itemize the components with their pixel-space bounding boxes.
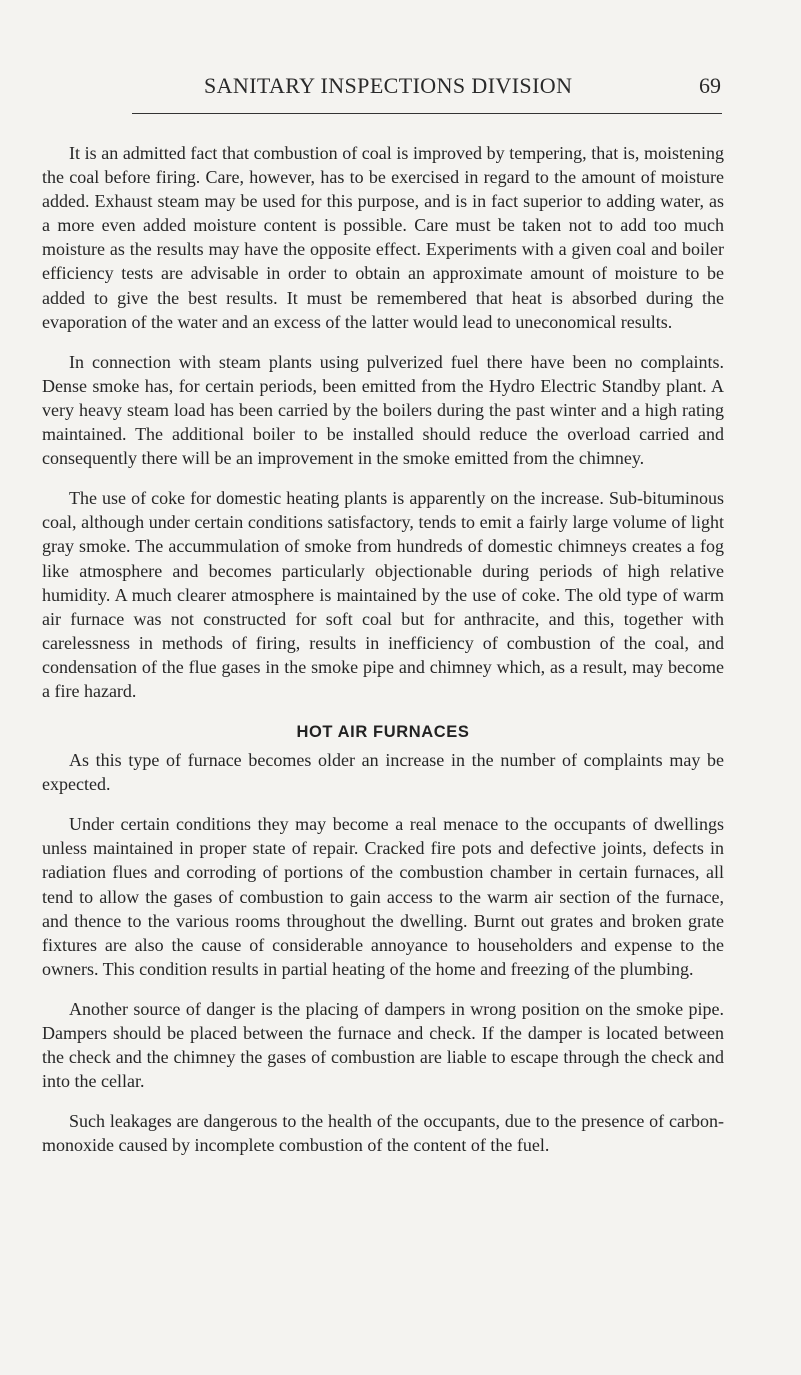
page-number: 69	[699, 73, 721, 98]
section-heading: HOT AIR FURNACES	[296, 723, 470, 742]
paragraph-dampers: Another source of danger is the placing of dampers in wrong position on the smoke pipe. Dampers should be placed between the furnace and check. If the damper is located between the check and the chimney the gases of combustion are liable to escape through the check and into the cellar.	[42, 998, 724, 1092]
running-title: SANITARY INSPECTIONS DIVISION	[204, 73, 573, 98]
paragraph-tempering: It is an admitted fact that combustion of coal is improved by tempering, that is, moistening the coal before firing. Care, however, has to be exercised in regard to the amount of moisture added. Exhaust steam may be used for this purpose, and is in fact superior to adding water, as a more even added moisture content is possible. Care must be taken not to add too much moisture as the results may have the opposite effect. Experiments with a given coal and boiler efficiency tests are advisable in order to obtain an approximate amount of moisture to be added to give the best results. It must be remembered that heat is absorbed during the evaporation of the water and an excess of the latter would lead to uneconomical results.	[42, 143, 724, 332]
paragraph-coke: The use of coke for domestic heating plants is apparently on the increase. Sub-bituminous coal, although under certain conditions satisfactory, tends to emit a fairly large volume of light gray smoke. The accummulation of smoke from hundreds of domestic chimneys creates a fog like atmosphere and becomes particularly objectionable during periods of high relative humidity. A much clearer atmosphere is maintained by the use of coke. The old type of warm air furnace was not constructed for soft coal but for anthracite, and this, together with carelessness in methods of firing, results in inefficiency of combustion of the coal, and condensation of the flue gases in the smoke pipe and chimney which, as a result, may become a fire hazard.	[42, 488, 724, 701]
paragraph-pulverized-fuel: In connection with steam plants using pulverized fuel there have been no complaints. Dense smoke has, for certain periods, been emitted from the Hydro Electric Standby plant. A very heavy steam load has been carried by the boilers during the past winter and a high rating maintained. The additional boiler to be installed should reduce the overload carried and consequently there will be an improvement in the smoke emitted from the chimney.	[42, 351, 724, 469]
paragraph-leakages: Such leakages are dangerous to the health of the occupants, due to the presence of carbon-monoxide caused by incomplete combustion of the content of the fuel.	[42, 1111, 724, 1156]
body-text	[42, 141, 724, 1157]
paragraph-complaints: As this type of furnace becomes older an increase in the number of complaints may be expected.	[42, 750, 724, 795]
paragraph-menace: Under certain conditions they may become a real menace to the occupants of dwellings unless maintained in proper state of repair. Cracked fire pots and defective joints, defects in radiation flues and corroding of portions of the combustion chamber in certain furnaces, all tend to allow the gases of combustion to gain access to the warm air section of the furnace, and thence to the various rooms throughout the dwelling. Burnt out grates and broken grate fixtures are also the cause of considerable annoyance to householders and expense to the owners. This condition results in partial heating of the home and freezing of the plumbing.	[42, 814, 724, 979]
running-header	[132, 73, 721, 103]
header-rule	[132, 113, 722, 114]
